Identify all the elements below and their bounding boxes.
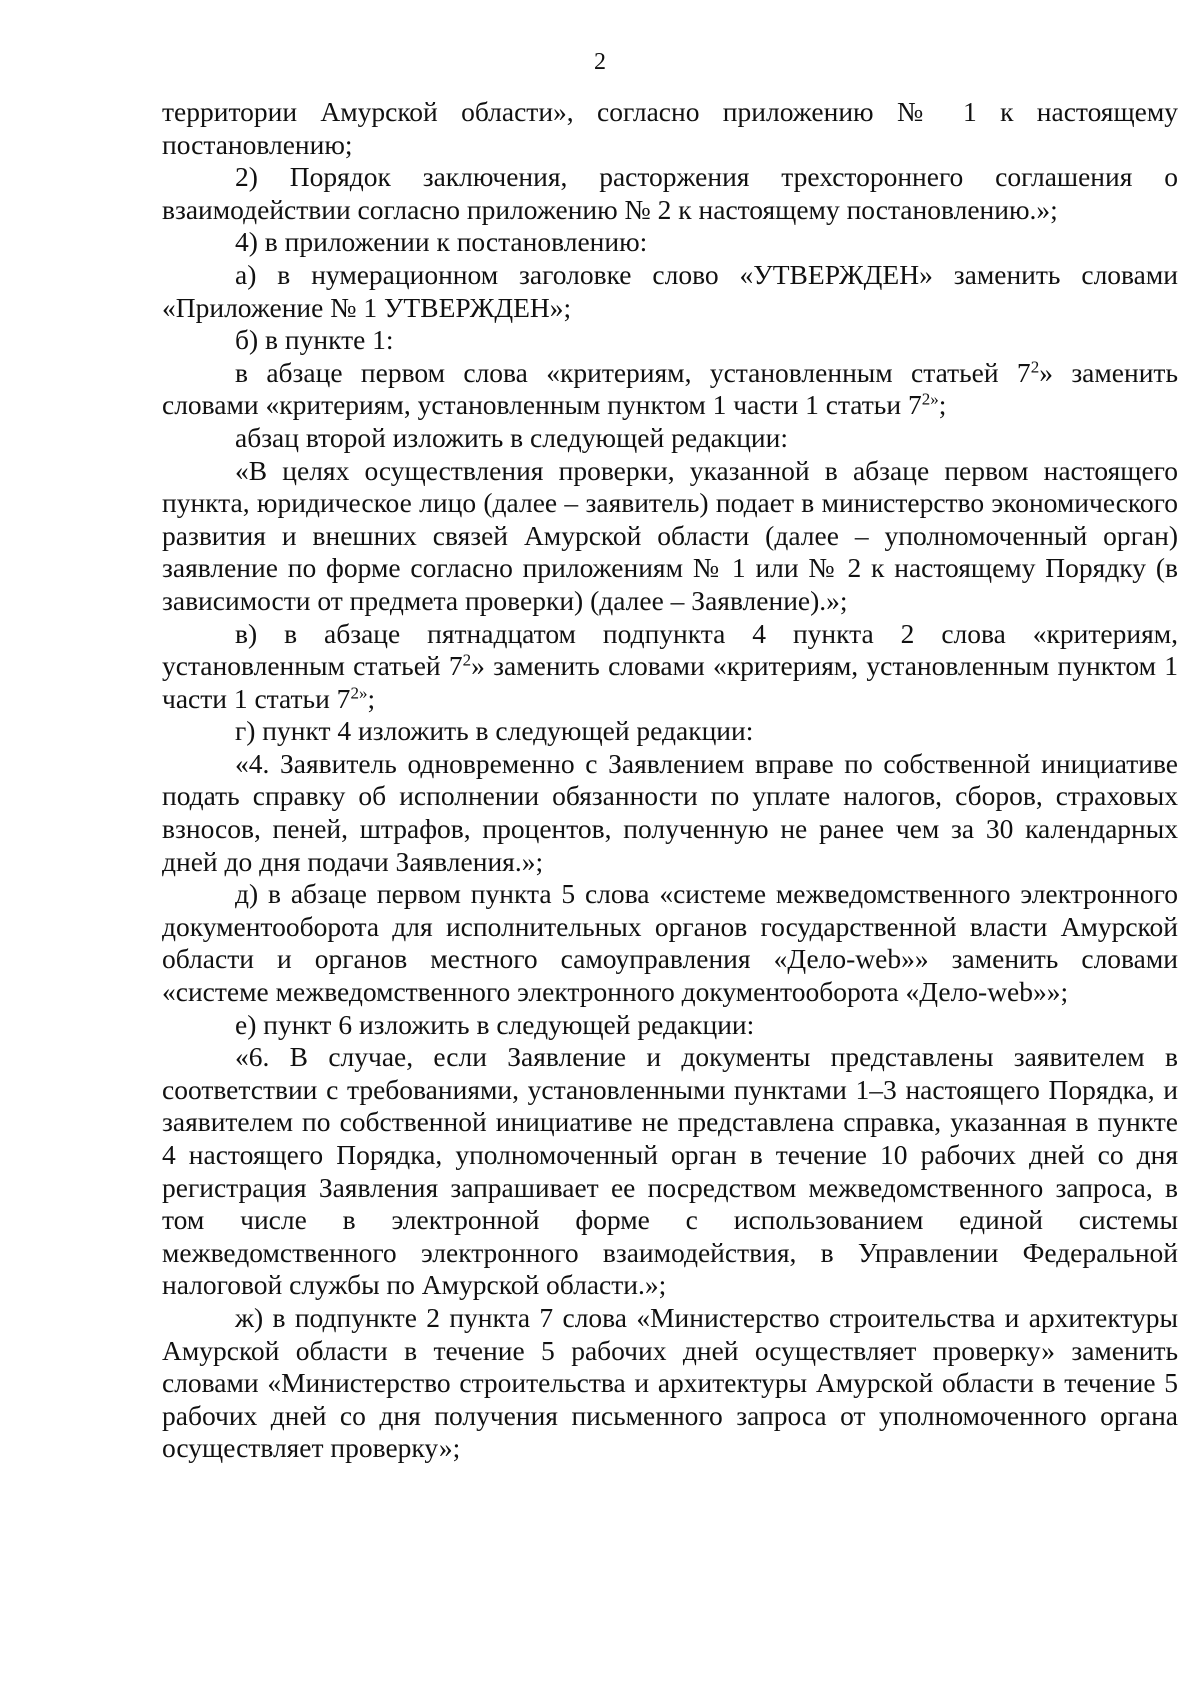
paragraph-subitem-v [162, 618, 1178, 716]
text-segment: в) в абзаце пятнадцатом подпункта 4 пункта 2 слова «критериям, установленным статьей 7 [162, 617, 1178, 682]
paragraph-quoted-item-4: «4. Заявитель одновременно с Заявлением вправе по собственной инициативе подать справку об исполнении обязанности по уплате налогов, сборов, страховых взносов, пеней, штрафов, процентов, полученную не ранее чем за 30 календарных дней до дня подачи Заявления.»; [162, 747, 1178, 877]
text-segment: ; [938, 389, 947, 421]
paragraph-first-abzac-change [162, 357, 1178, 422]
text-segment: » заменить словами «критериям, установленным пунктом 1 части 1 статьи 7 [162, 650, 1178, 714]
paragraph-continuation: территории Амурской области», согласно приложению № 1 к настоящему постановлению; [162, 96, 1178, 160]
superscript: 2» [921, 389, 939, 409]
paragraph-subitem-d: д) в абзаце первом пункта 5 слова «системе межведомственного электронного документооборота для исполнительных органов государственной власти Амурской области и органов местного самоуправления «Дело-web»» заменить словами «системе межведомственного электронного документооборота «Дело-web»»; [162, 878, 1178, 1008]
superscript: 2 [1030, 357, 1040, 377]
paragraph-second-abzac: абзац второй изложить в следующей редакции: [235, 421, 789, 453]
document-body [162, 96, 1178, 1465]
paragraph-quoted-item-6: «6. В случае, если Заявление и документы представлены заявителем в соответствии с требованиями, установленными пунктами 1–3 настоящего Порядка, и заявителем по собственной инициативе не представлена справка, указанная в пункте 4 настоящего Порядка, уполномоченный орган в течение 10 рабочих дней со дня регистрация Заявления запрашивает ее посредством межведомственного запроса, в том числе в электронной форме с использованием единой системы межведомственного электронного взаимодействия, в Управлении Федеральной налоговой службы по Амурской области.»; [162, 1041, 1178, 1301]
paragraph-subitem-a: а) в нумерационном заголовке слово «УТВЕРЖДЕН» заменить словами «Приложение № 1 УТВЕРЖДЕН»; [162, 258, 1178, 323]
superscript: 2» [350, 683, 368, 703]
paragraph-item-2: 2) Порядок заключения, расторжения трехстороннего соглашения о взаимодействии согласно приложению № 2 к настоящему постановлению.»; [162, 161, 1178, 225]
paragraph-subitem-g: г) пункт 4 изложить в следующей редакции: [235, 715, 754, 747]
text-segment: » заменить словами «критериям, установленным пунктом 1 части 1 статьи 7 [162, 356, 1178, 421]
superscript: 2 [462, 650, 472, 670]
paragraph-item-4: 4) в приложении к постановлению: [235, 226, 648, 258]
paragraph-quoted-check: «В целях осуществления проверки, указанной в абзаце первом настоящего пункта, юридическое лицо (далее – заявитель) подает в министерство экономического развития и внешних связей Амурской области (далее – уполномоченный орган) заявление по форме согласно приложениям № 1 или № 2 к настоящему Порядку (в зависимости от предмета проверки) (далее – Заявление).»; [162, 454, 1178, 616]
text-segment: в абзаце первом слова «критериям, установленным статьей 7 [235, 356, 1031, 388]
text-segment: ; [367, 682, 376, 714]
page-number: 2 [594, 49, 606, 75]
paragraph-subitem-zh: ж) в подпункте 2 пункта 7 слова «Министерство строительства и архитектуры Амурской области в течение 5 рабочих дней осуществляет проверку» заменить словами «Министерство строительства и архитектуры Амурской области в течение 5 рабочих дней со дня получения письменного запроса от уполномоченного органа осуществляет проверку»; [162, 1301, 1178, 1464]
paragraph-subitem-b: б) в пункте 1: [235, 324, 394, 356]
paragraph-subitem-e: е) пункт 6 изложить в следующей редакции: [235, 1008, 755, 1040]
